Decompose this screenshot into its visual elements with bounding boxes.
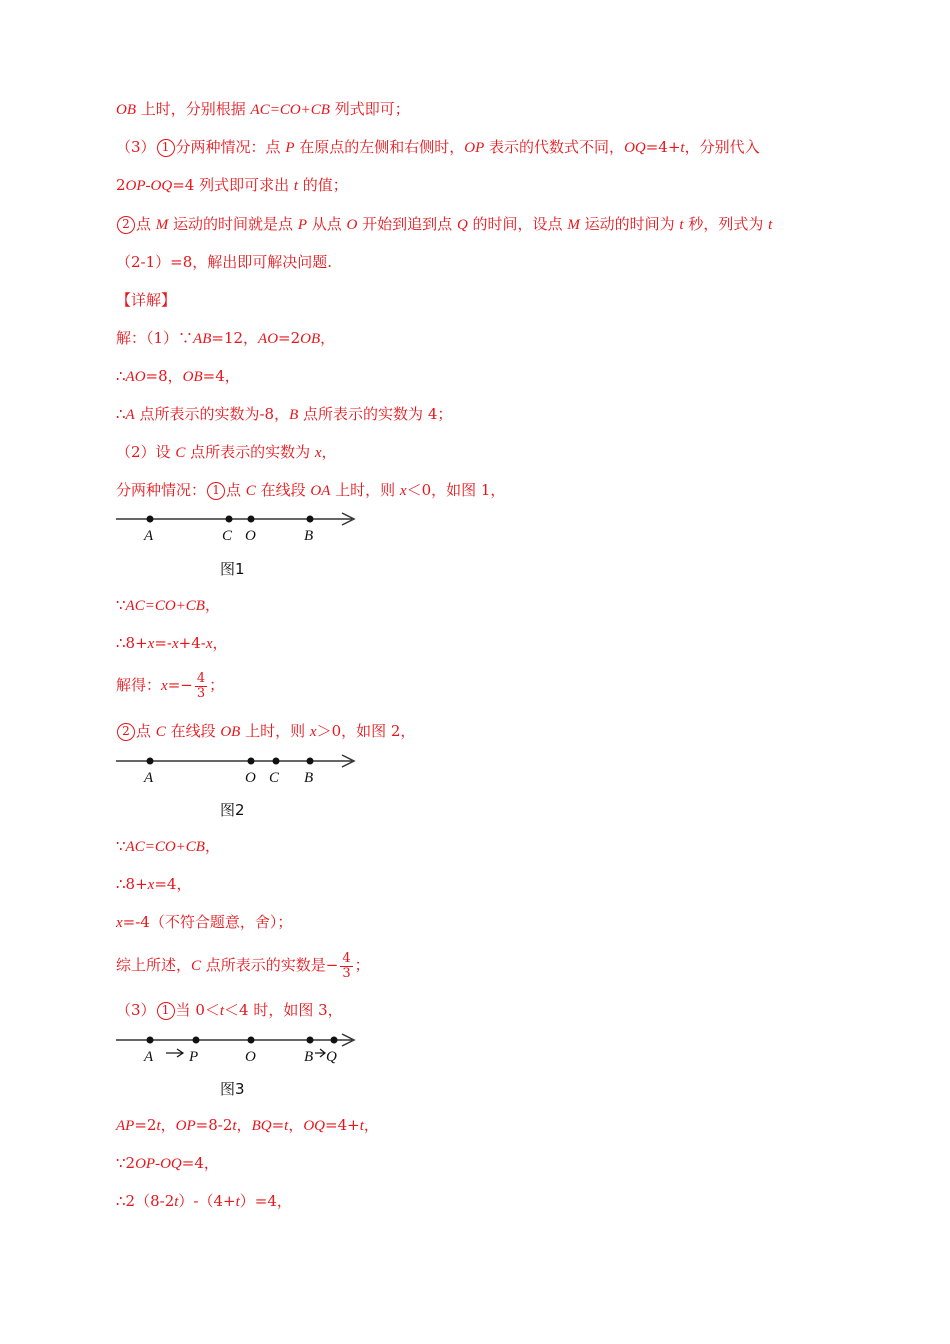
- point-c: [273, 758, 280, 765]
- number-line-figure-1: [112, 508, 372, 544]
- circled-number: 1: [157, 139, 175, 157]
- number-line-figure-3: [112, 1029, 372, 1065]
- point-b: [307, 758, 314, 765]
- text-line-12: ∵AC=CO+CB，: [116, 596, 220, 614]
- text-line-16: ∵AC=CO+CB，: [116, 837, 220, 855]
- text-line-13: ∴8+x=-x+4-x，: [116, 634, 228, 652]
- number-line-figure-2: [112, 750, 372, 786]
- figure-caption-2: 图2: [220, 801, 245, 819]
- fraction: $\frac{4}{3}$: [342, 950, 351, 981]
- figure-caption-3: 图3: [220, 1080, 245, 1098]
- fraction: $\frac{4}{3}$: [196, 670, 206, 701]
- text-line-4: 2 点 M 运动的时间就是点 P 从点 O 开始到追到点 Q 的时间，设点 M 运动的时间为 t 秒，列式为 t: [116, 213, 772, 235]
- text-line-15: 2 点 C 在线段 OB 上时，则 x＞0，如图 2，: [116, 720, 415, 742]
- text-line-5: （2-1）=8，解出即可解决问题.: [116, 253, 333, 271]
- figure-caption-1: 图1: [220, 560, 245, 578]
- circled-number: 2: [117, 216, 135, 234]
- text-line-11: 分两种情况： 1 点 C 在线段 OA 上时，则 x＜0，如图 1，: [116, 481, 506, 499]
- point-c: [226, 516, 233, 523]
- point-b: [307, 1037, 314, 1044]
- text-line-10: （2）设 C 点所表示的实数为 x，: [116, 443, 337, 461]
- text-line-19: 综上所述，C 点所表示的实数是− $\frac{4}{3}$ ；: [116, 950, 370, 981]
- point-b: [307, 516, 314, 523]
- label-o: O: [245, 770, 256, 786]
- label-a: A: [144, 528, 154, 544]
- text-line-17: ∴8+x=4，: [116, 875, 192, 893]
- point-o: [248, 1037, 255, 1044]
- section-heading: 【详解】: [116, 291, 177, 309]
- point-a: [147, 516, 154, 523]
- label-o: O: [245, 528, 256, 544]
- text-line-20: （3） 1 当 0＜t＜4 时，如图 3，: [116, 1001, 343, 1019]
- label-q: Q: [326, 1049, 337, 1065]
- point-o: [248, 516, 255, 523]
- label-b: B: [304, 770, 314, 786]
- point-q: [331, 1037, 338, 1044]
- text-line-14: 解得：x=− $\frac{4}{3}$ ；: [116, 670, 225, 701]
- circled-number: 2: [117, 723, 135, 741]
- label-b: B: [304, 1049, 314, 1065]
- text-line-8: ∴AO=8，OB=4，: [116, 367, 240, 385]
- label-b: B: [304, 528, 314, 544]
- point-o: [248, 758, 255, 765]
- point-p: [193, 1037, 200, 1044]
- label-o: O: [245, 1049, 256, 1065]
- point-a: [147, 758, 154, 765]
- label-a: A: [144, 770, 154, 786]
- circled-number: 1: [157, 1002, 175, 1020]
- label-c: C: [269, 770, 280, 786]
- text-line-1: OB 上时，分别根据 AC=CO+CB 列式即可；: [116, 100, 410, 118]
- label-a: A: [144, 1049, 154, 1065]
- text-line-22: ∵2OP-OQ=4，: [116, 1154, 219, 1172]
- text-line-7: 解：（1）∵AB=12，AO=2OB，: [116, 329, 336, 347]
- point-a: [147, 1037, 154, 1044]
- circled-number: 1: [207, 482, 225, 500]
- label-c: C: [222, 528, 233, 544]
- text-line-23: ∴2（8-2t）-（4+t）=4，: [116, 1192, 292, 1210]
- text-line-9: ∴A 点所表示的实数为-8，B 点所表示的实数为 4；: [116, 405, 453, 423]
- label-p: P: [189, 1049, 199, 1065]
- text-line-21: AP=2t，OP=8-2t，BQ=t，OQ=4+t，: [116, 1116, 379, 1134]
- text-line-3: 2OP-OQ=4 列式即可求出 t 的值；: [116, 176, 348, 194]
- text-line-2: （3） 1 分两种情况：点 P 在原点的左侧和右侧时，OP 表示的代数式不同，OQ=4+t，分别代入: [116, 138, 760, 156]
- text-line-18: x=-4（不符合题意，舍）；: [116, 913, 293, 931]
